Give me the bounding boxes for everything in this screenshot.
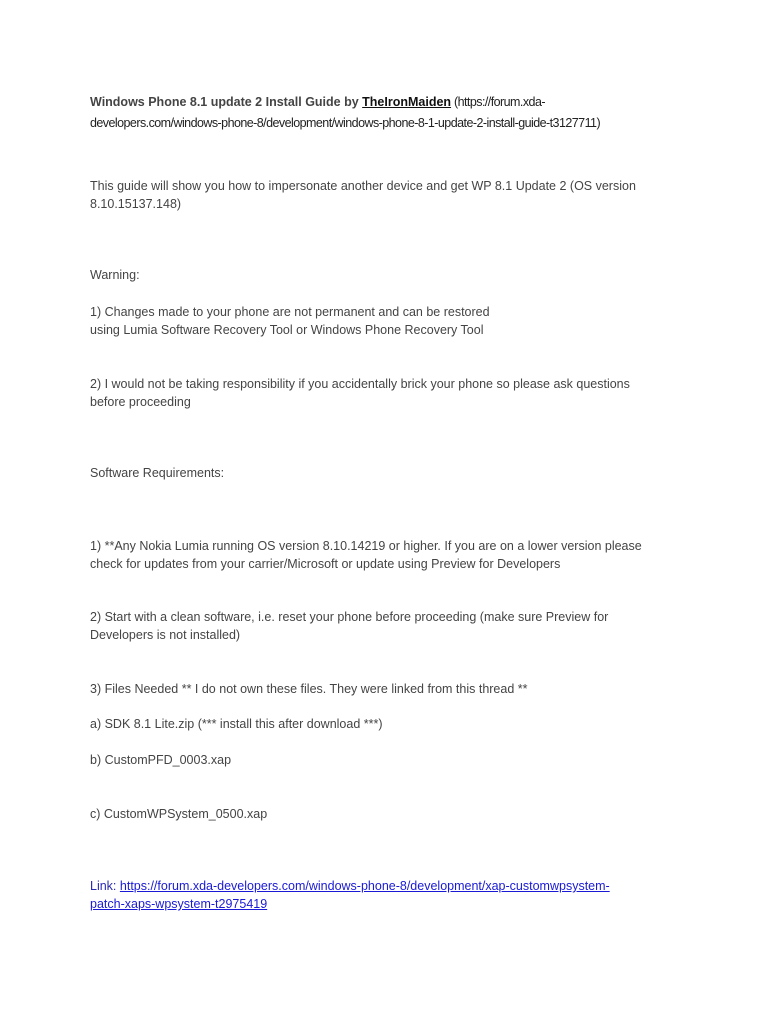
file-item-custompfd: b) CustomPFD_0003.xap: [90, 753, 232, 767]
intro-line-2: 8.10.15137.148): [90, 197, 182, 211]
file-item-sdk: a) SDK 8.1 Lite.zip (*** install this after download ***): [90, 717, 383, 731]
requirement-1-line-2: check for updates from your carrier/Microsoft or update using Preview for Developers: [90, 557, 561, 571]
requirement-2-line-1: 2) Start with a clean software, i.e. reset your phone before proceeding (make sure Preview for: [90, 610, 609, 624]
requirements-heading: Software Requirements:: [90, 466, 225, 480]
warning-1-line-1: 1) Changes made to your phone are not permanent and can be restored: [90, 305, 490, 319]
requirement-2-line-2: Developers is not installed): [90, 628, 241, 642]
guide-title: [90, 92, 690, 134]
warning-1-line-2: using Lumia Software Recovery Tool or Windows Phone Recovery Tool: [90, 323, 484, 337]
warning-item-1: [90, 303, 690, 339]
link-paragraph: [90, 877, 690, 913]
file-item-customwpsystem: c) CustomWPSystem_0500.xap: [90, 807, 268, 821]
requirement-1-line-1: 1) **Any Nokia Lumia running OS version 8.10.14219 or higher. If you are on a lower version please: [90, 539, 642, 553]
author-link[interactable]: TheIronMaiden: [362, 95, 452, 109]
requirement-item-3: 3) Files Needed ** I do not own these files. They were linked from this thread **: [90, 682, 528, 696]
source-url-part1: (https://forum.xda-: [451, 95, 545, 109]
xda-thread-link[interactable]: [90, 879, 610, 911]
warning-2-line-2: before proceeding: [90, 395, 191, 409]
xda-link-line-2[interactable]: patch-xaps-wpsystem-t2975419: [90, 897, 268, 911]
requirement-item-1: [90, 537, 690, 573]
source-url-part2: developers.com/windows-phone-8/development/windows-phone-8-1-update-2-install-guide-t3127711): [90, 116, 601, 130]
intro-paragraph: [90, 177, 690, 213]
warning-2-line-1: 2) I would not be taking responsibility if you accidentally brick your phone so please ask questions: [90, 377, 630, 391]
intro-line-1: This guide will show you how to impersonate another device and get WP 8.1 Update 2 (OS version: [90, 179, 636, 193]
xda-link-line-1[interactable]: https://forum.xda-developers.com/windows-phone-8/development/xap-customwpsystem-: [119, 879, 610, 893]
title-heading: Windows Phone 8.1 update 2 Install Guide by: [90, 95, 363, 109]
requirement-item-2: [90, 608, 690, 644]
link-label: Link:: [90, 879, 120, 893]
warning-heading: Warning:: [90, 268, 140, 282]
warning-item-2: [90, 375, 690, 411]
